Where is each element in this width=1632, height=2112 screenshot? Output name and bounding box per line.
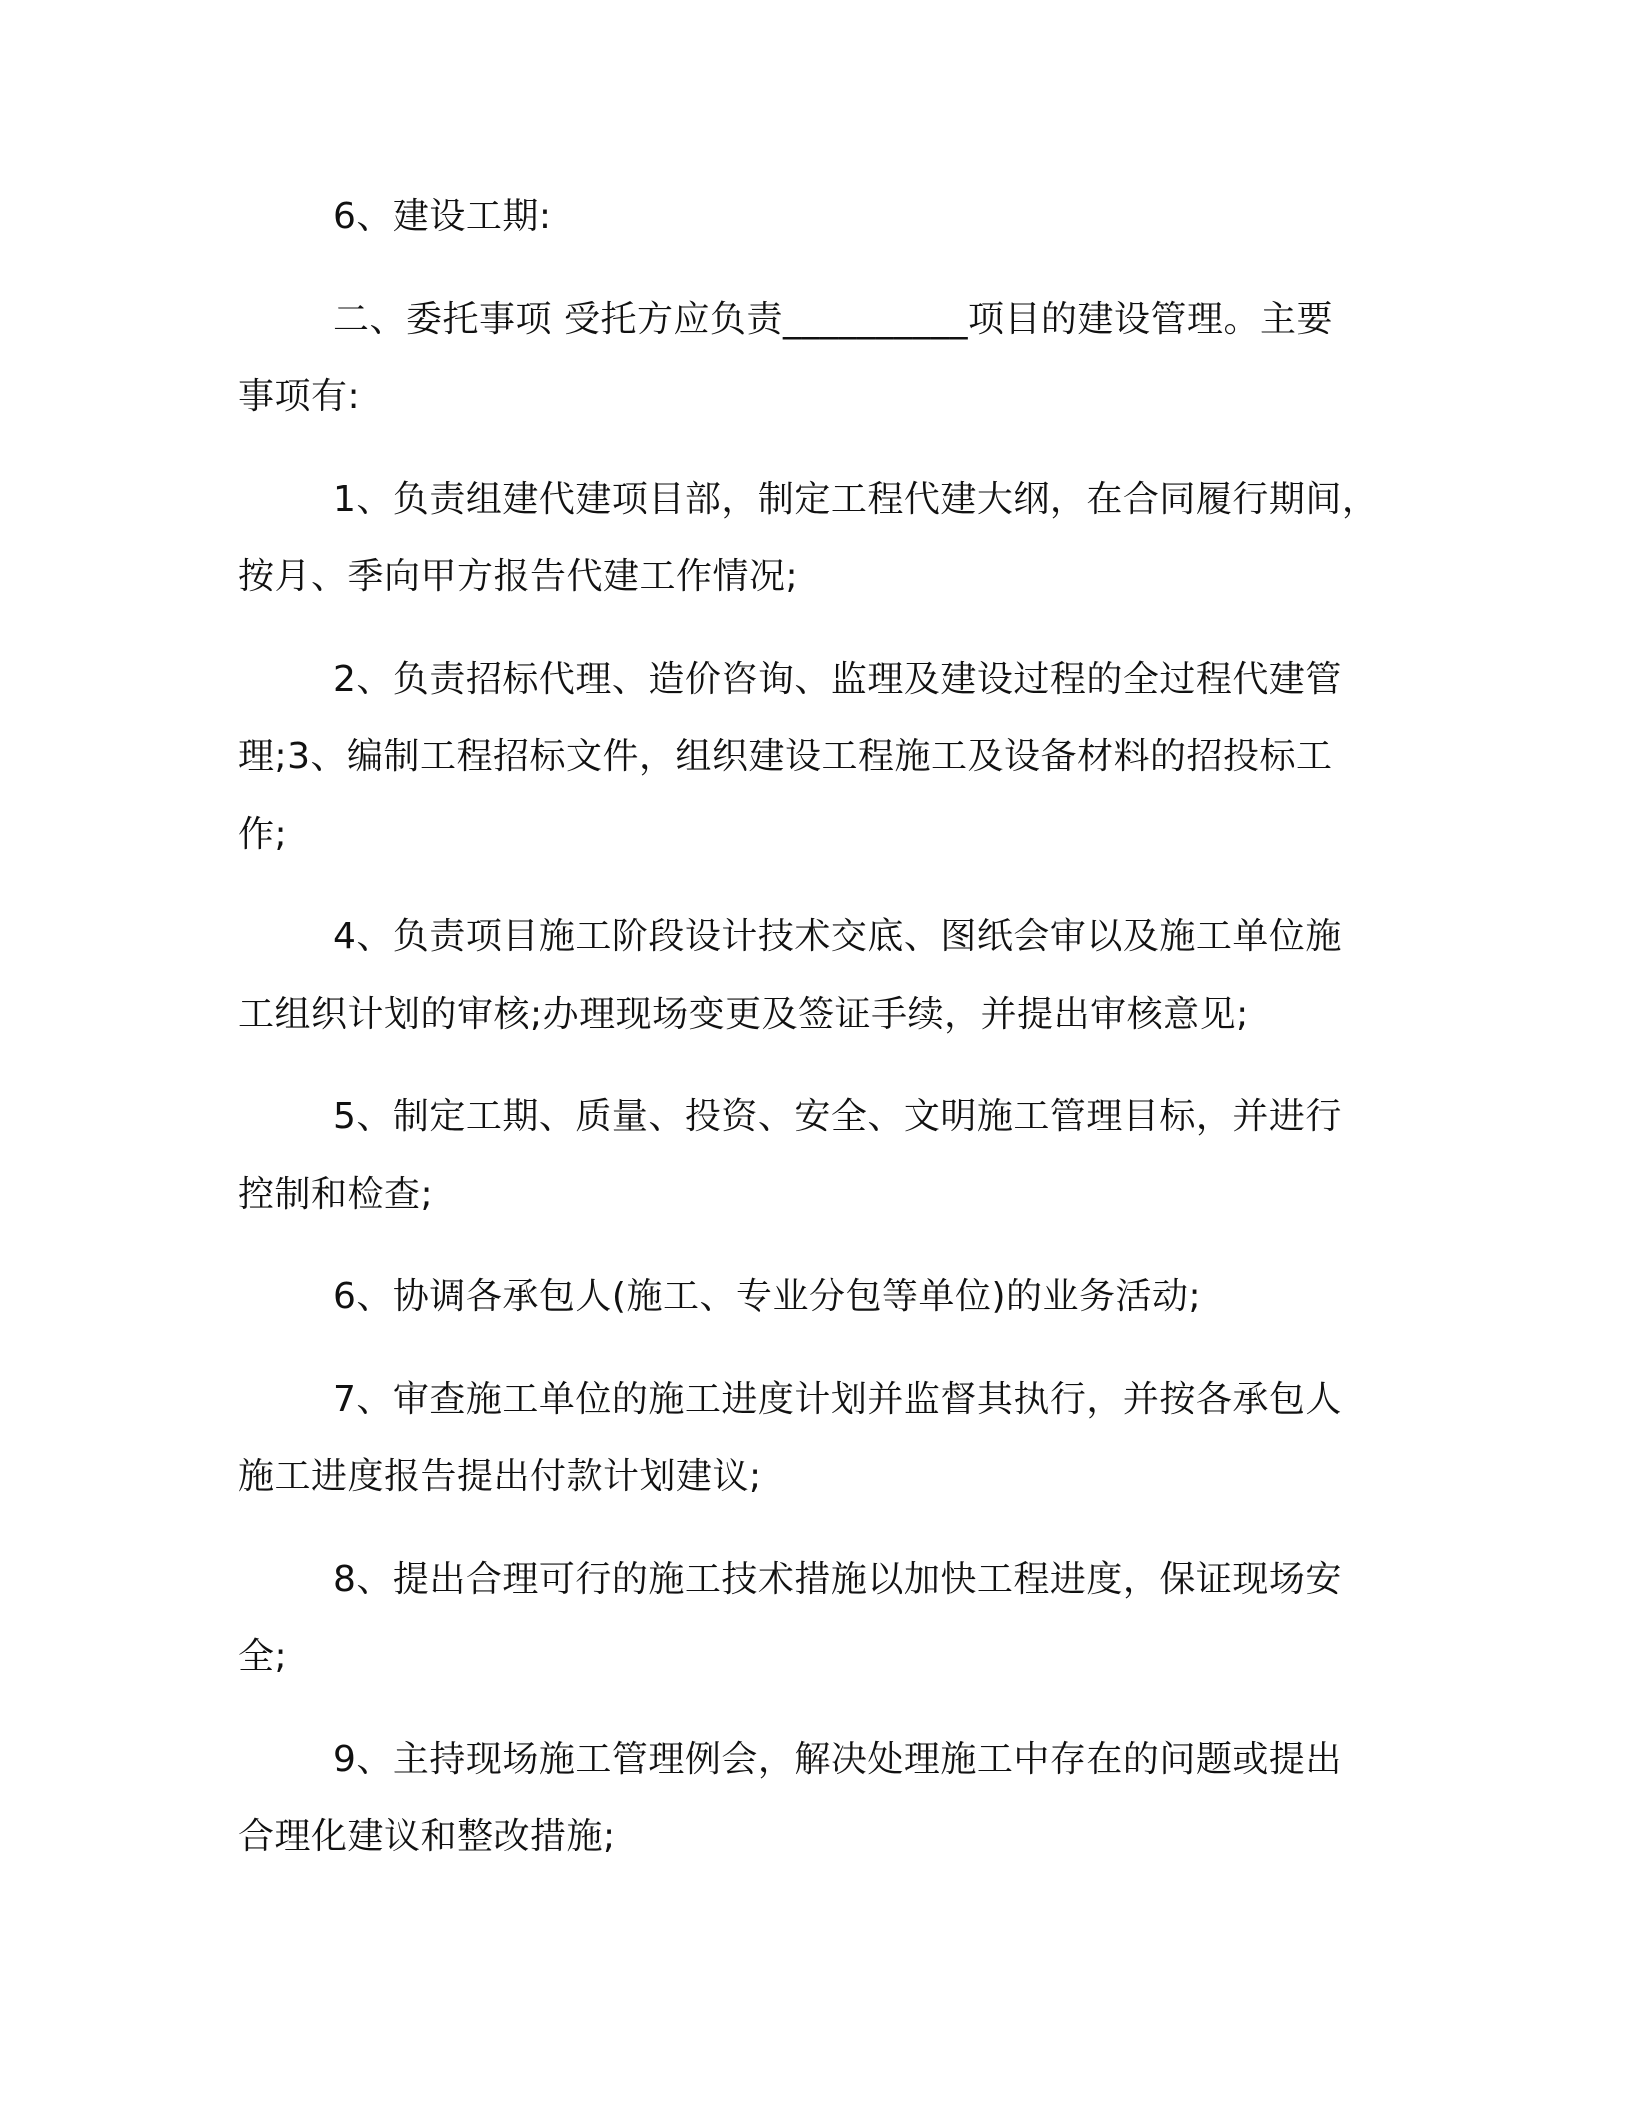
text-line: 工组织计划的审核;办理现场变更及签证手续，并提出审核意见; [238,994,1249,1035]
text-line: 2、负责招标代理、造价咨询、监理及建设过程的全过程代建管 [333,659,1342,700]
text-line: 理;3、编制工程招标文件，组织建设工程施工及设备材料的招投标工 [238,736,1333,777]
text-line: 全; [238,1636,288,1677]
text-line: 二、委托事项 受托方应负责__________项目的建设管理。主要 [333,299,1333,340]
text-line: 8、提出合理可行的施工技术措施以加快工程进度，保证现场安 [333,1559,1342,1600]
text-line: 合理化建议和整改措施; [238,1816,616,1857]
text-line: 6、建设工期: [333,196,552,237]
text-line: 1、负责组建代建项目部，制定工程代建大纲，在合同履行期间， [333,479,1379,520]
text-line: 9、主持现场施工管理例会，解决处理施工中存在的问题或提出 [333,1739,1342,1780]
text-line: 7、审查施工单位的施工进度计划并监督其执行，并按各承包人 [333,1379,1342,1420]
text-line: 4、负责项目施工阶段设计技术交底、图纸会审以及施工单位施 [333,916,1342,957]
text-line: 5、制定工期、质量、投资、安全、文明施工管理目标，并进行 [333,1096,1342,1137]
text-line: 施工进度报告提出付款计划建议; [238,1456,762,1497]
text-line: 按月、季向甲方报告代建工作情况; [238,556,799,597]
text-line: 6、协调各承包人(施工、专业分包等单位)的业务活动; [333,1276,1202,1317]
text-line: 作; [238,814,288,855]
text-line: 事项有: [238,376,361,417]
text-line: 控制和检查; [238,1174,434,1215]
